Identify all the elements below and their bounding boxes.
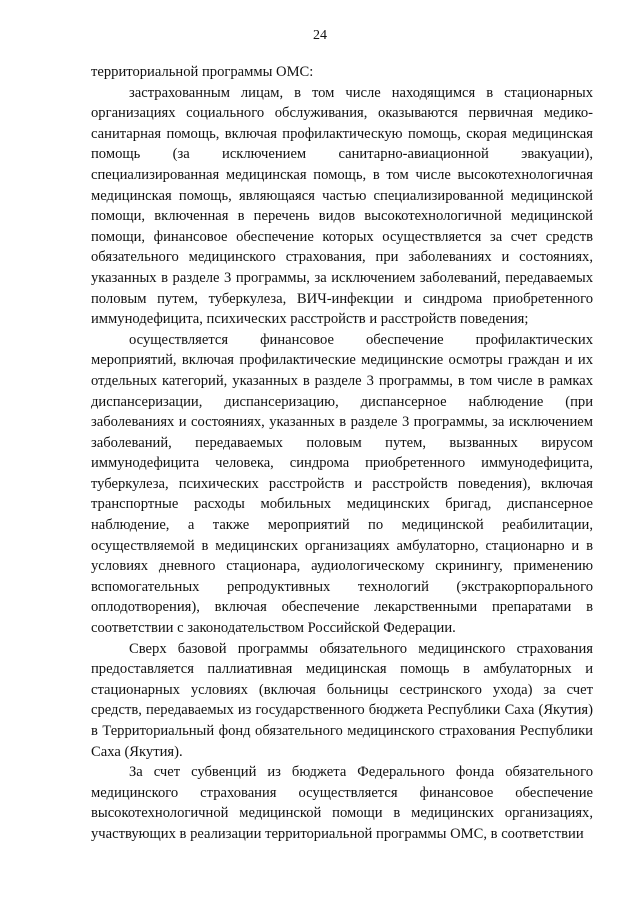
paragraph-preventive-measures: осуществляется финансовое обеспечение профилактических мероприятий, включая профилактические медицинские осмотры граждан и их отдельных категорий, указанных в разделе 3 программы, в том числе в рамках диспансеризации, диспансеризацию, диспансерное наблюдение (при заболеваниях и состояниях, указанных в разделе 3 программы, за исключением заболеваний, передаваемых половым путем, вызванных вирусом иммунодефицита человека, синдрома приобретенного иммунодефицита, туберкулеза, психических расстройств и расстройств поведения), включая транспортные расходы мобильных медицинских бригад, диспансерное наблюдение, а также мероприятий по медицинской реабилитации, осуществляемой в медицинских организациях амбулаторно, стационарно и в условиях дневного стационара, аудиологическому скринингу, применению вспомогательных репродуктивных технологий (экстракорпорального оплодотворения), включая обеспечение лекарственными препаратами в соответствии с законодательством Российской Федерации. — [91, 331, 593, 637]
paragraph-insured-persons: застрахованным лицам, в том числе находящимся в стационарных организациях социального обслуживания, оказываются первичная медико-санитарная помощь, включая профилактическую помощь, скорая медицинская помощь (за исключением санитарно-авиационной эвакуации), специализированная медицинская помощь, в том числе высокотехнологичная медицинская помощь, являющаяся частью специализированной медицинской помощи, включенная в перечень видов высокотехнологичной медицинской помощи, финансовое обеспечение которых осуществляется за счет средств обязательного медицинского страхования, при заболеваниях и состояниях, указанных в разделе 3 программы, за исключением заболеваний, передаваемых половым путем, туберкулеза, ВИЧ-инфекции и синдрома приобретенного иммунодефицита, психических расстройств и расстройств поведения; — [91, 84, 593, 328]
page-number: 24 — [313, 28, 327, 43]
paragraph-subventions: За счет субвенций из бюджета Федерального фонда обязательного медицинского страхования осуществляется финансовое обеспечение высокотехнологичной медицинской помощи в медицинских организациях, участвующих в реализации территориальной программы ОМС, в соответствии — [91, 764, 593, 842]
paragraph-palliative-care: Сверх базовой программы обязательного медицинского страхования предоставляется паллиативная медицинская помощь в амбулаторных и стационарных условиях (включая больницы сестринского ухода) за счет средств, передаваемых из государственного бюджета Республики Саха (Якутия) в Территориальный фонд обязательного медицинского страхования Республики Саха (Якутия). — [91, 640, 593, 760]
document-body — [91, 62, 593, 845]
paragraph-continuation: территориальной программы ОМС: — [91, 64, 314, 80]
